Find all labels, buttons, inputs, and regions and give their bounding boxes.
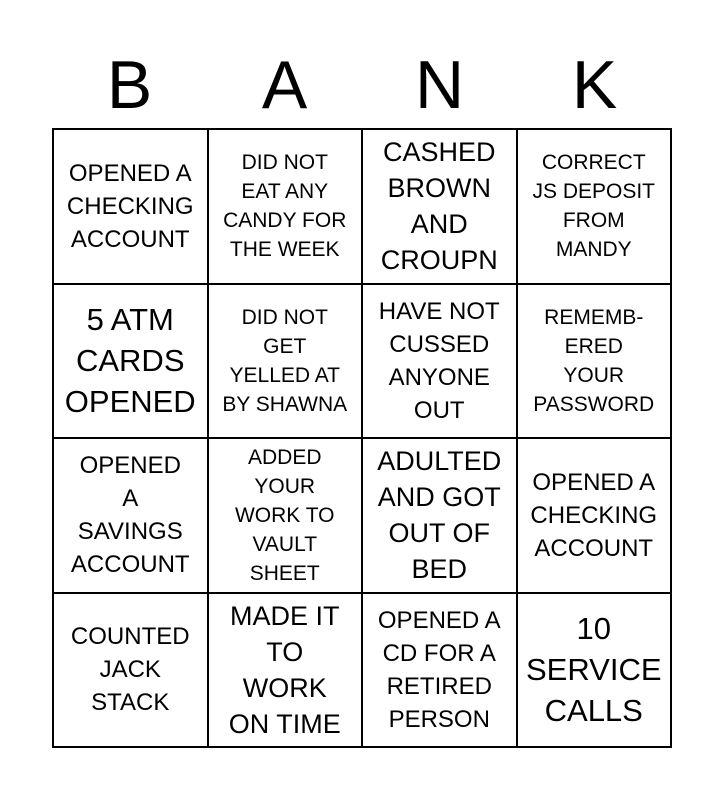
bingo-header [52, 40, 672, 130]
bingo-cell[interactable] [363, 285, 518, 440]
cell-text: DID NOT EAT ANY CANDY FOR THE WEEK [223, 151, 347, 262]
cell-text: OPENED A CHECKING ACCOUNT [66, 159, 194, 253]
header-letter-k: K [571, 47, 618, 123]
cell-text: DID NOT GET YELLED AT BY SHAWNA [222, 305, 348, 416]
cell-text: OPENED A CHECKING ACCOUNT [530, 468, 658, 562]
bingo-cell[interactable] [209, 439, 364, 594]
bingo-cell[interactable] [363, 594, 518, 749]
cell-text: CASHED BROWN AND CROUPN [380, 137, 498, 276]
header-letter-n: N [414, 47, 465, 123]
bingo-cell[interactable] [518, 130, 673, 285]
bingo-cell[interactable] [518, 594, 673, 749]
cell-text: COUNTED JACK STACK [70, 623, 190, 717]
cell-text: ADULTED AND GOT OUT OF BED [377, 446, 502, 585]
bingo-card-grid [52, 128, 672, 748]
cell-text: MADE IT TO WORK ON TIME [228, 600, 341, 739]
bingo-cell[interactable] [363, 130, 518, 285]
bingo-cell[interactable] [518, 439, 673, 594]
cell-text: 10 SERVICE CALLS [525, 611, 662, 729]
cell-text: 5 ATM CARDS OPENED [64, 302, 196, 420]
header-letter-a: A [261, 47, 308, 123]
bingo-cell[interactable] [54, 439, 209, 594]
header-letter-b: B [106, 47, 153, 123]
cell-text: HAVE NOT CUSSED ANYONE OUT [378, 297, 500, 424]
cell-text: ADDED YOUR WORK TO VAULT SHEET [234, 445, 335, 585]
bingo-cell[interactable] [54, 285, 209, 440]
cell-text: CORRECT JS DEPOSIT FROM MANDY [532, 151, 656, 262]
cell-text: OPENED A CD FOR A RETIRED PERSON [377, 606, 501, 733]
bingo-cell[interactable] [54, 594, 209, 749]
bingo-cell[interactable] [209, 594, 364, 749]
bingo-cell[interactable] [209, 285, 364, 440]
bingo-cell[interactable] [209, 130, 364, 285]
cell-text: OPENED A SAVINGS ACCOUNT [70, 452, 190, 579]
bingo-cell[interactable] [54, 130, 209, 285]
bingo-cell[interactable] [363, 439, 518, 594]
bingo-cell[interactable] [518, 285, 673, 440]
cell-text: REMEMB- ERED YOUR PASSWORD [533, 305, 655, 416]
